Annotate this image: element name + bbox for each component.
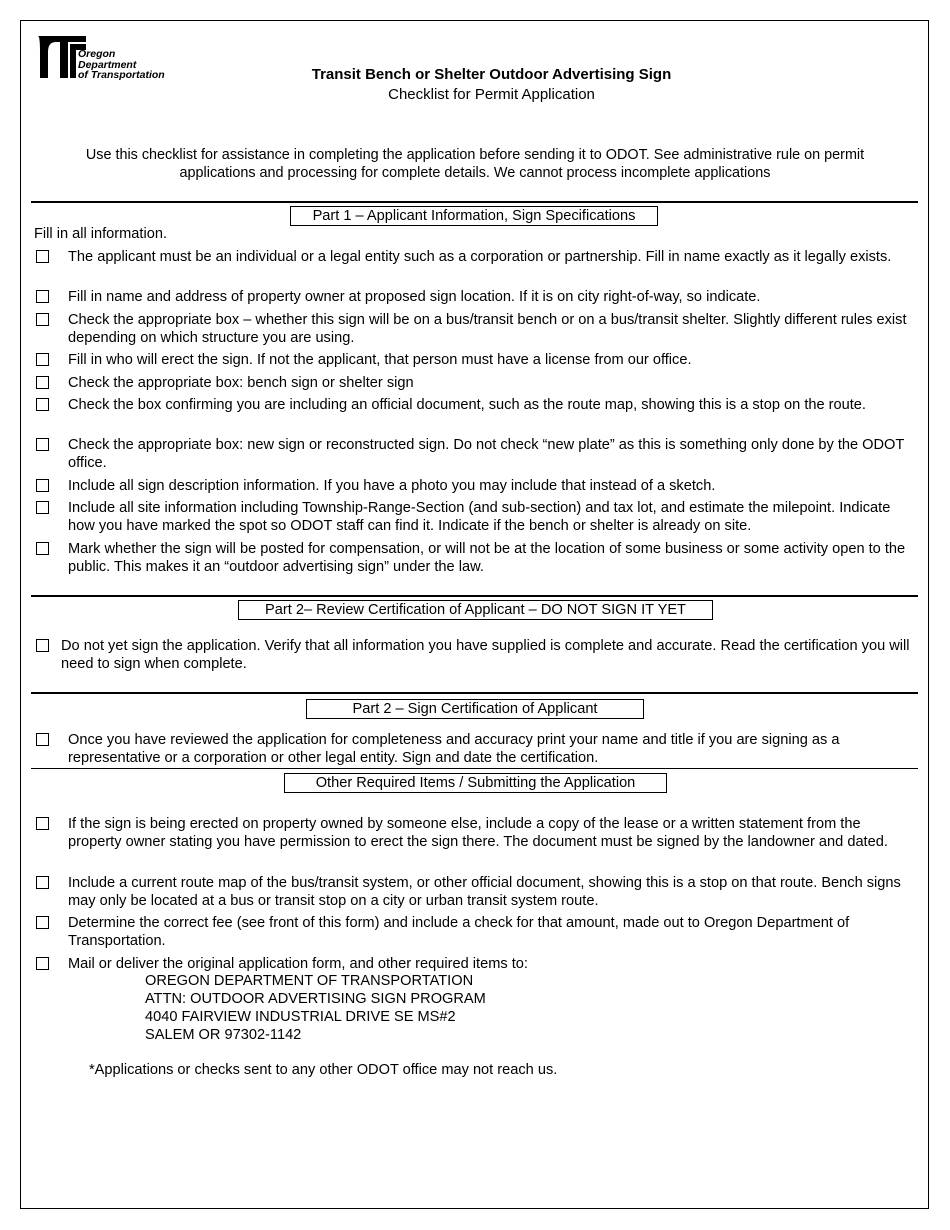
checkbox[interactable] bbox=[36, 250, 49, 263]
other-items-heading: Other Required Items / Submitting the Application bbox=[284, 773, 667, 793]
divider bbox=[31, 692, 918, 694]
checkbox[interactable] bbox=[36, 876, 49, 889]
page-subtitle: Checklist for Permit Application bbox=[388, 86, 595, 103]
mailing-address-line: OREGON DEPARTMENT OF TRANSPORTATION bbox=[145, 973, 474, 989]
part1-note: Fill in all information. bbox=[34, 226, 168, 242]
checkbox[interactable] bbox=[36, 376, 49, 389]
checkbox[interactable] bbox=[36, 817, 49, 830]
checkbox[interactable] bbox=[36, 501, 49, 514]
checkbox[interactable] bbox=[36, 479, 49, 492]
checkbox[interactable] bbox=[36, 353, 49, 366]
part2-sign-heading: Part 2 – Sign Certification of Applicant bbox=[306, 699, 644, 719]
divider bbox=[31, 595, 918, 597]
mailing-address-line: ATTN: OUTDOOR ADVERTISING SIGN PROGRAM bbox=[145, 991, 486, 1007]
footnote: *Applications or checks sent to any other ODOT office may not reach us. bbox=[89, 1062, 558, 1078]
checkbox[interactable] bbox=[36, 290, 49, 303]
divider bbox=[31, 768, 918, 769]
divider bbox=[31, 201, 918, 203]
part2-review-heading: Part 2– Review Certification of Applicant – DO NOT SIGN IT YET bbox=[238, 600, 713, 620]
mailing-address-line: 4040 FAIRVIEW INDUSTRIAL DRIVE SE MS#2 bbox=[145, 1009, 456, 1025]
page-title: Transit Bench or Shelter Outdoor Advertising Sign bbox=[311, 66, 672, 83]
part1-heading: Part 1 – Applicant Information, Sign Specifications bbox=[290, 206, 658, 226]
checkbox[interactable] bbox=[36, 313, 49, 326]
intro-text: Use this checklist for assistance in completing the application before sending it to ODOT. See administrative rule on permit applications and processing for complete details. We cannot process incomplete applications bbox=[85, 147, 865, 181]
agency-name: Oregon Department of Transportation bbox=[78, 48, 165, 81]
checkbox[interactable] bbox=[36, 916, 49, 929]
checkbox[interactable] bbox=[36, 398, 49, 411]
checkbox[interactable] bbox=[36, 438, 49, 451]
checkbox[interactable] bbox=[36, 733, 49, 746]
checkbox[interactable] bbox=[36, 957, 49, 970]
checkbox[interactable] bbox=[36, 639, 49, 652]
checkbox[interactable] bbox=[36, 542, 49, 555]
mailing-address-line: SALEM OR 97302-1142 bbox=[145, 1027, 302, 1043]
